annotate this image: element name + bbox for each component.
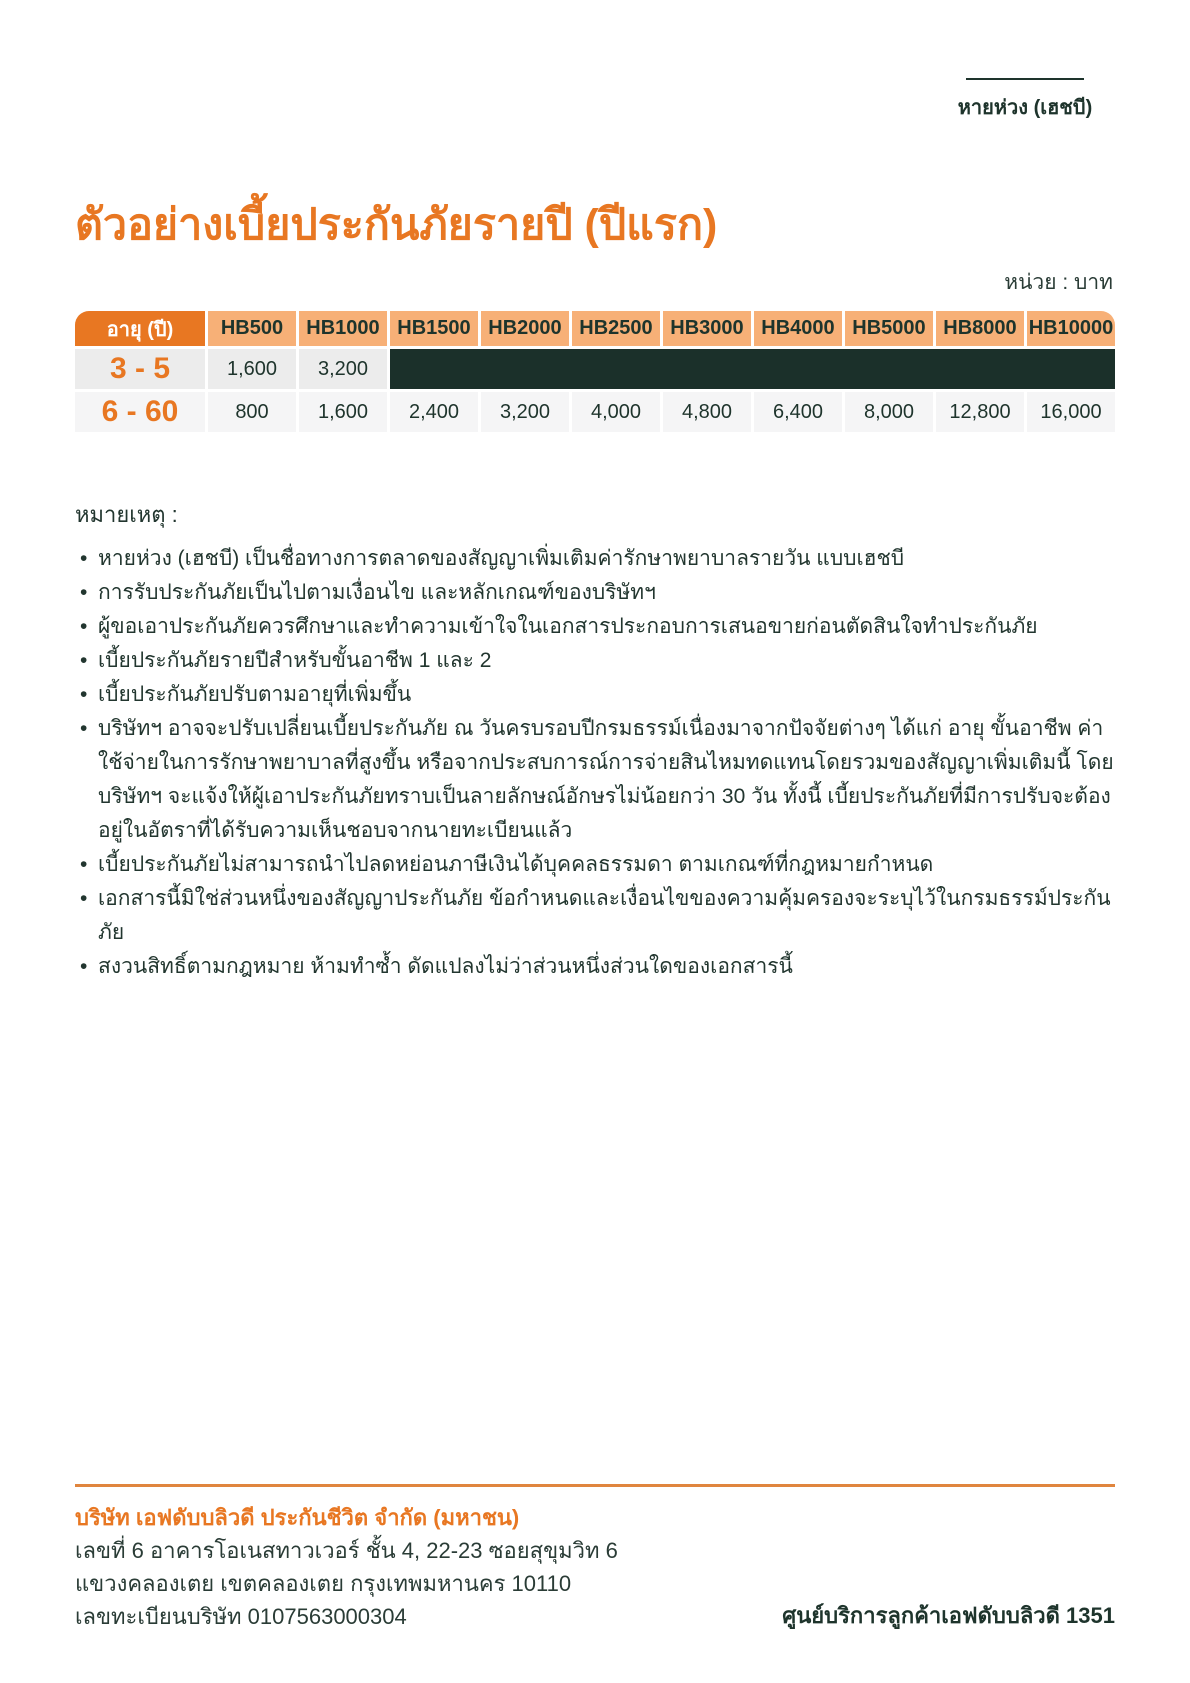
brand-divider: [966, 78, 1084, 80]
header-age: อายุ (ปี): [75, 311, 205, 346]
unit-label: หน่วย : บาท: [1004, 271, 1113, 294]
table-row-age-3-5: [75, 349, 1115, 389]
header-hb2000: HB2000: [481, 311, 569, 346]
brand-tag: [940, 78, 1110, 123]
notes-list: [75, 542, 1119, 984]
value-cell: 1,600: [299, 392, 387, 432]
note-item: • การรับประกันภัยเป็นไปตามเงื่อนไข และหลักเกณฑ์ของบริษัทฯ: [75, 576, 1119, 610]
registration-number: เลขทะเบียนบริษัท 0107563000304: [75, 1604, 407, 1629]
note-item: • เบี้ยประกันภัยไม่สามารถนำไปลดหย่อนภาษีเงินได้บุคคลธรรมดา ตามเกณฑ์ที่กฎหมายกำหนด: [75, 848, 1119, 882]
footer-divider: [75, 1484, 1115, 1487]
note-item: • เอกสารนี้มิใช่ส่วนหนึ่งของสัญญาประกันภัย ข้อกำหนดและเงื่อนไขของความคุ้มครองจะระบุไว้ในกรมธรรม์ประกันภัย: [75, 882, 1119, 950]
value-cell: 12,800: [936, 392, 1024, 432]
company-info: [75, 1501, 618, 1633]
value-cell: 800: [208, 392, 296, 432]
table-header-row: [75, 311, 1115, 346]
notes-section: [75, 497, 1119, 984]
value-cell: 3,200: [299, 349, 387, 389]
age-cell: 6 - 60: [75, 392, 205, 432]
value-cell: 6,400: [754, 392, 842, 432]
header-hb1500: HB1500: [390, 311, 478, 346]
age-cell: 3 - 5: [75, 349, 205, 389]
note-item: • ผู้ขอเอาประกันภัยควรศึกษาและทำความเข้าใจในเอกสารประกอบการเสนอขายก่อนตัดสินใจทำประกันภัย: [75, 610, 1119, 644]
value-cell: 4,000: [572, 392, 660, 432]
value-cell: 3,200: [481, 392, 569, 432]
header-hb2500: HB2500: [572, 311, 660, 346]
value-cell: 2,400: [390, 392, 478, 432]
header-hb10000: HB10000: [1027, 311, 1115, 346]
customer-service-contact: ศูนย์บริการลูกค้าเอฟดับบลิวดี 1351: [782, 1603, 1115, 1628]
value-cell: 1,600: [208, 349, 296, 389]
note-item: • เบี้ยประกันภัยปรับตามอายุที่เพิ่มขึ้น: [75, 678, 1119, 712]
note-item: • สงวนสิทธิ์ตามกฎหมาย ห้ามทำซ้ำ ดัดแปลงไม่ว่าส่วนหนึ่งส่วนใดของเอกสารนี้: [75, 950, 1119, 984]
table-row-age-6-60: [75, 392, 1115, 432]
value-cell: 4,800: [663, 392, 751, 432]
notes-heading: หมายเหตุ :: [75, 502, 178, 527]
value-cell: 16,000: [1027, 392, 1115, 432]
address-line-1: เลขที่ 6 อาคารโอเนสทาวเวอร์ ชั้น 4, 22-23 ซอยสุขุมวิท 6: [75, 1538, 618, 1563]
header-hb8000: HB8000: [936, 311, 1024, 346]
page-title: ตัวอย่างเบี้ยประกันภัยรายปี (ปีแรก): [75, 201, 718, 249]
note-item: • เบี้ยประกันภัยรายปีสำหรับขั้นอาชีพ 1 และ 2: [75, 644, 1119, 678]
value-cell: 8,000: [845, 392, 933, 432]
page-footer: [75, 1484, 1115, 1633]
premium-table: [72, 308, 1118, 435]
header-hb5000: HB5000: [845, 311, 933, 346]
company-name: บริษัท เอฟดับบลิวดี ประกันชีวิต จำกัด (มหาชน): [75, 1505, 520, 1530]
address-line-2: แขวงคลองเตย เขตคลองเตย กรุงเทพมหานคร 10110: [75, 1571, 572, 1596]
not-available-block: [390, 349, 1115, 389]
note-item: • บริษัทฯ อาจจะปรับเปลี่ยนเบี้ยประกันภัย ณ วันครบรอบปีกรมธรรม์เนื่องมาจากปัจจัยต่างๆ ได้แก่ อายุ ขั้นอาชีพ ค่าใช้จ่ายในการรักษาพยาบาลที่สูงขึ้น หรือจากประสบการณ์การจ่ายสินไหมทดแทนโดยรวมของสัญญาเพิ่มเติมนี้ โดยบริษัทฯ จะแจ้งให้ผู้เอาประกันภัยทราบเป็นลายลักษณ์อักษรไม่น้อยกว่า 30 วัน ทั้งนี้ เบี้ยประกันภัยที่มีการปรับจะต้องอยู่ในอัตราที่ได้รับความเห็นชอบจากนายทะเบียนแล้ว: [75, 712, 1119, 848]
header-hb3000: HB3000: [663, 311, 751, 346]
note-item: • หายห่วง (เฮชบี) เป็นชื่อทางการตลาดของสัญญาเพิ่มเติมค่ารักษาพยาบาลรายวัน แบบเฮชบี: [75, 542, 1119, 576]
header-hb1000: HB1000: [299, 311, 387, 346]
brand-tag-label: หายห่วง (เฮชบี): [957, 97, 1093, 119]
header-hb500: HB500: [208, 311, 296, 346]
header-hb4000: HB4000: [754, 311, 842, 346]
